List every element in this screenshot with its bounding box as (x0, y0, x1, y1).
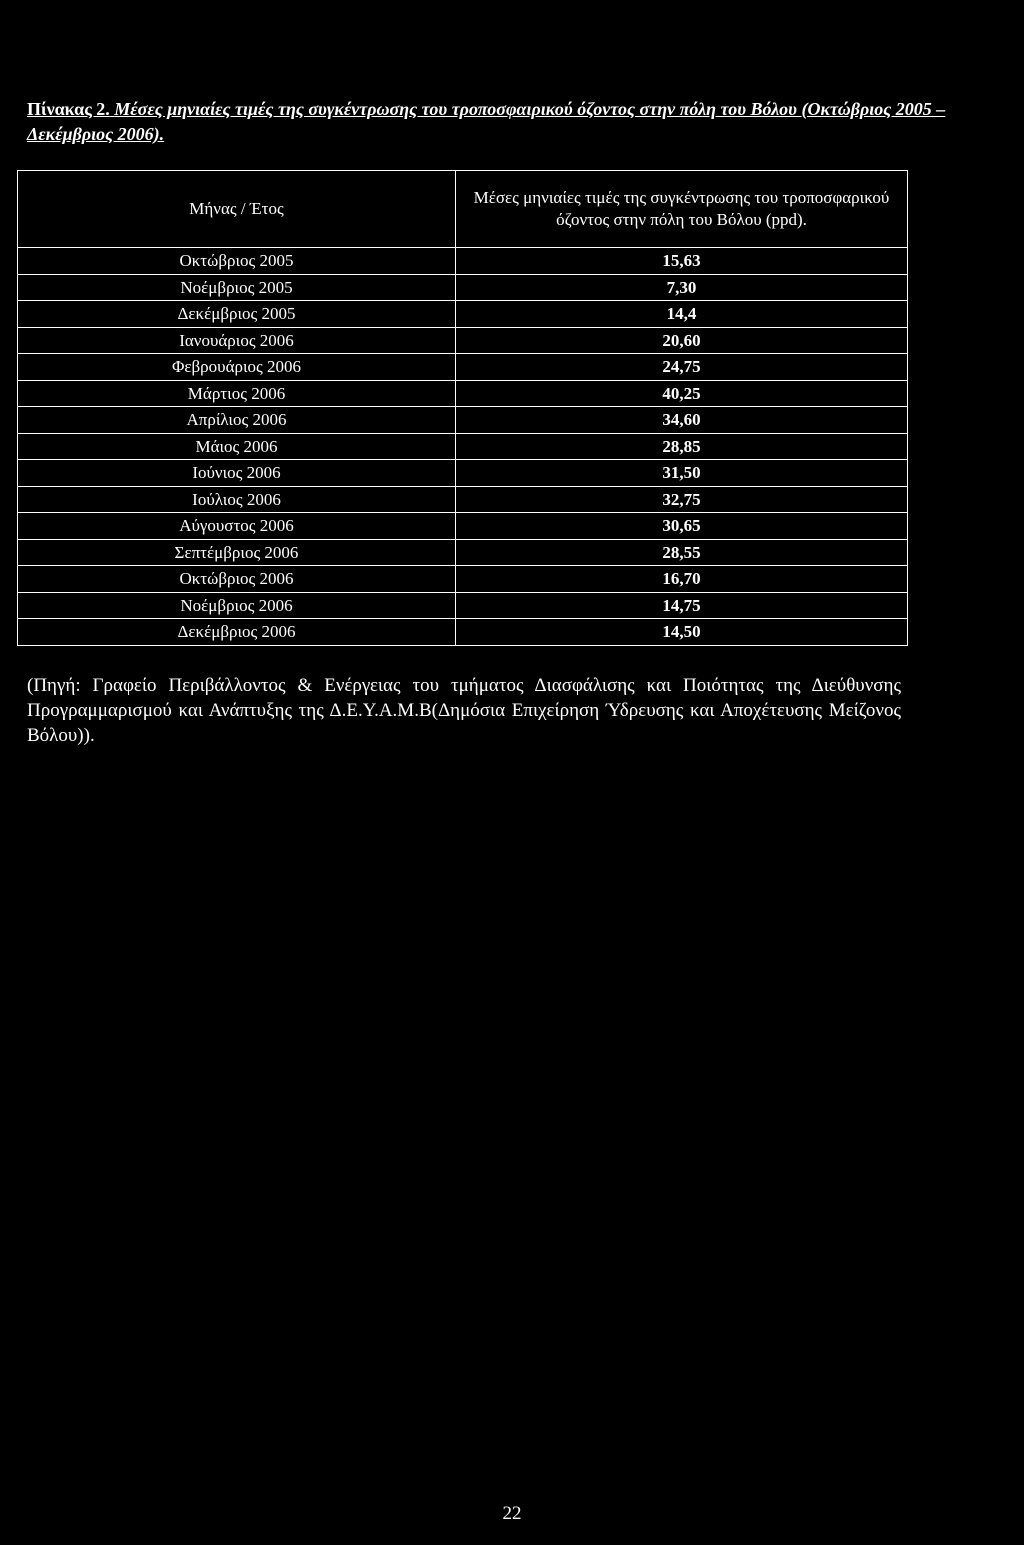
value-cell: 40,25 (456, 380, 908, 407)
table-row (18, 407, 908, 434)
month-cell: Απρίλιος 2006 (18, 407, 456, 434)
table-body (18, 248, 908, 646)
source-note: (Πηγή: Γραφείο Περιβάλλοντος & Ενέργειας του τμήματος Διασφάλισης και Ποιότητας της Διεύθυνσης Προγραμμαρισμού και Ανάπτυξης της Δ.Ε.Υ.Α.Μ.Β(Δημόσια Επιχείρηση Ύδρευσης και Αποχέτευσης Μείζονος Βόλου)). (27, 675, 901, 746)
month-cell: Σεπτέμβριος 2006 (18, 539, 456, 566)
month-cell: Οκτώβριος 2005 (18, 248, 456, 275)
value-cell: 24,75 (456, 354, 908, 381)
value-cell: 7,30 (456, 274, 908, 301)
month-cell: Μάρτιος 2006 (18, 380, 456, 407)
header-month: Μήνας / Έτος (18, 171, 456, 248)
value-cell: 20,60 (456, 327, 908, 354)
table-row (18, 248, 908, 275)
table-row (18, 433, 908, 460)
table-row (18, 380, 908, 407)
table-row (18, 301, 908, 328)
month-cell: Δεκέμβριος 2006 (18, 619, 456, 646)
table-row (18, 513, 908, 540)
table-row (18, 592, 908, 619)
ozone-table (17, 170, 908, 646)
value-cell: 14,4 (456, 301, 908, 328)
table-header-row (18, 171, 908, 248)
month-cell: Ιούλιος 2006 (18, 486, 456, 513)
value-cell: 30,65 (456, 513, 908, 540)
month-cell: Οκτώβριος 2006 (18, 566, 456, 593)
table-row (18, 619, 908, 646)
value-cell: 28,85 (456, 433, 908, 460)
month-cell: Ιανουάριος 2006 (18, 327, 456, 354)
caption-text: Μέσες μηνιαίες τιμές της συγκέντρωσης του τροποσφαιρικού όζοντος στην πόλη του Βόλου (Οκτώβριος 2005 – Δεκέμβριος 2006). (27, 99, 946, 144)
month-cell: Νοέμβριος 2005 (18, 274, 456, 301)
table-row (18, 274, 908, 301)
value-cell: 32,75 (456, 486, 908, 513)
table-row (18, 354, 908, 381)
value-cell: 14,50 (456, 619, 908, 646)
month-cell: Φεβρουάριος 2006 (18, 354, 456, 381)
month-cell: Νοέμβριος 2006 (18, 592, 456, 619)
page-number: 22 (502, 1503, 522, 1524)
table-caption (27, 97, 1002, 147)
value-cell: 31,50 (456, 460, 908, 487)
value-cell: 28,55 (456, 539, 908, 566)
table-row (18, 486, 908, 513)
value-cell: 15,63 (456, 248, 908, 275)
month-cell: Μάιος 2006 (18, 433, 456, 460)
header-value: Μέσες μηνιαίες τιμές της συγκέντρωσης του τροποσφαρικού όζοντος στην πόλη του Βόλου (ppd). (456, 171, 908, 248)
value-cell: 14,75 (456, 592, 908, 619)
table-row (18, 327, 908, 354)
table-row (18, 566, 908, 593)
value-cell: 34,60 (456, 407, 908, 434)
month-cell: Ιούνιος 2006 (18, 460, 456, 487)
table-row (18, 539, 908, 566)
table-row (18, 460, 908, 487)
month-cell: Δεκέμβριος 2005 (18, 301, 456, 328)
value-cell: 16,70 (456, 566, 908, 593)
caption-label: Πίνακας 2. (27, 99, 110, 119)
month-cell: Αύγουστος 2006 (18, 513, 456, 540)
